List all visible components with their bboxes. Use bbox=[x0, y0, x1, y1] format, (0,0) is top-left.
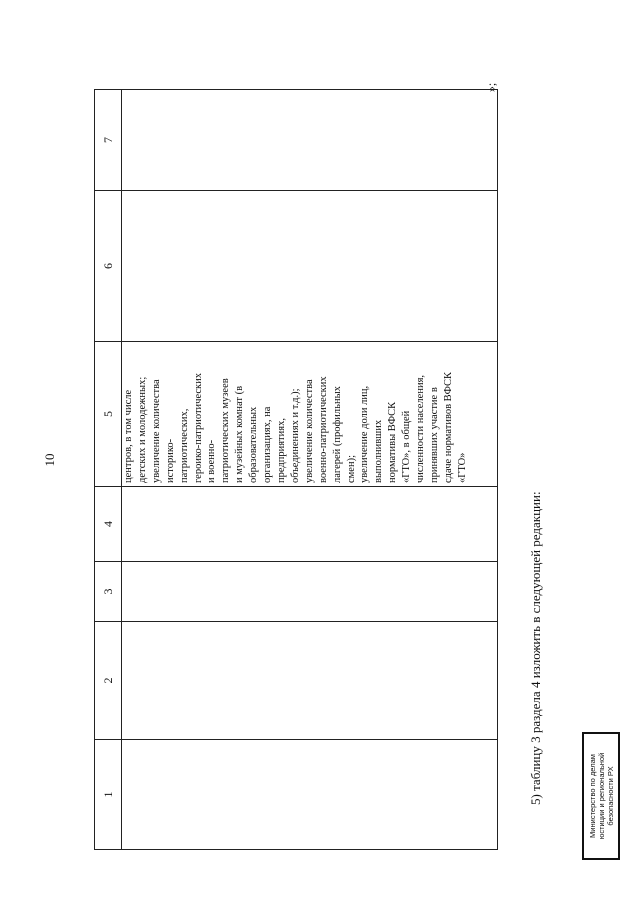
column-header: 3 bbox=[95, 562, 122, 622]
table-wrapper bbox=[94, 90, 498, 850]
column-header: 2 bbox=[95, 622, 122, 740]
page-number: 10 bbox=[42, 453, 57, 467]
table-cell bbox=[122, 191, 498, 342]
column-header: 5 bbox=[95, 342, 122, 487]
table-header-row bbox=[95, 90, 122, 850]
column-header: 7 bbox=[95, 90, 122, 191]
closing-quote-mark: »; bbox=[484, 82, 499, 93]
column-header: 1 bbox=[95, 740, 122, 850]
ministry-stamp: Министерство по делам юстиции и региональной безопасности РХ bbox=[582, 732, 620, 860]
column-header: 4 bbox=[95, 487, 122, 562]
amendment-instruction: 5) таблицу 3 раздела 4 изложить в следующей редакции: bbox=[528, 491, 543, 805]
table-cell-indicators: центров, в том числе детских и молодежных; увеличение количества историко- патриотических, героико-патриотических и военно- патриотических музеев и музейных комнат (в образовательных организациях, на предприятиях, объединениях и т.д.); увеличение количества военно-патриотических лагерей (профильных смен); увеличение доли лиц, выполнивших нормативы ВФСК «ГТО», в общей численности населения, принявших участие в сдаче нормативов ВФСК «ГТО» bbox=[122, 342, 498, 487]
table-cell bbox=[122, 90, 498, 191]
table-cell bbox=[122, 487, 498, 562]
table-row bbox=[122, 90, 498, 850]
table-cell bbox=[122, 562, 498, 622]
column-header: 6 bbox=[95, 191, 122, 342]
table-cell bbox=[122, 740, 498, 850]
table-cell bbox=[122, 622, 498, 740]
document-table bbox=[94, 89, 498, 850]
